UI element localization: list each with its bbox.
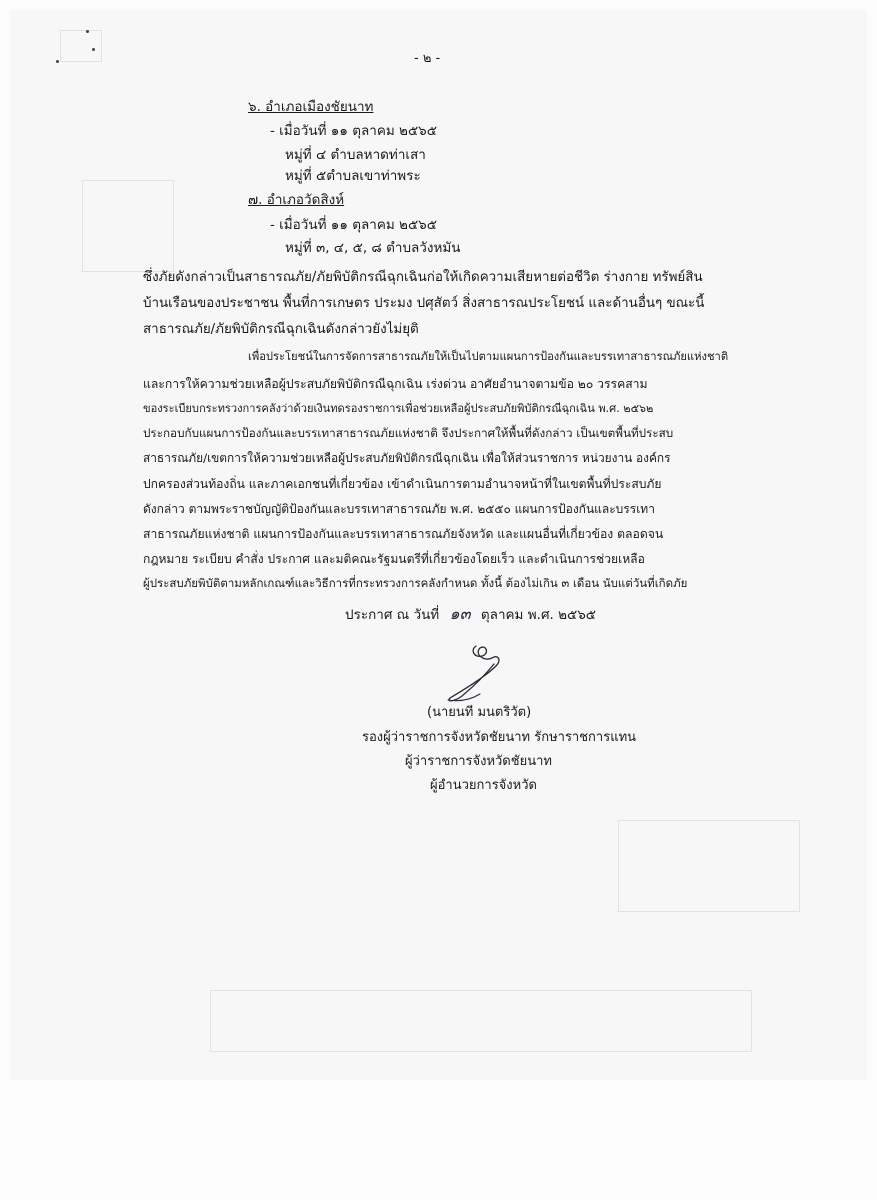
- signatory-title: ผู้ว่าราชการจังหวัดชัยนาท: [405, 754, 552, 769]
- scan-speck: [56, 60, 59, 63]
- signatory-title: ผู้อำนวยการจังหวัด: [430, 778, 537, 793]
- scan-speck: [86, 30, 89, 33]
- paragraph-line: สาธารณภัยแห่งชาติ แผนการป้องกันและบรรเทาสาธารณภัยจังหวัด และแผนอื่นที่เกี่ยวข้อง ตลอดจน: [143, 527, 664, 541]
- paragraph-line: ดังกล่าว ตามพระราชบัญญัติป้องกันและบรรเทาสาธารณภัย พ.ศ. ๒๕๕๐ แผนการป้องกันและบรรเทา: [143, 502, 655, 516]
- announcement-day: ๑๓: [449, 604, 471, 623]
- district-date: - เมื่อวันที่ ๑๑ ตุลาคม ๒๕๖๕: [270, 123, 437, 139]
- announcement-date: [345, 606, 596, 623]
- bleed-through-box: [82, 180, 174, 272]
- page-number: - ๒ -: [414, 51, 441, 66]
- paragraph-line: สาธารณภัย/ภัยพิบัติกรณีฉุกเฉินดังกล่าวยังไม่ยุติ: [143, 322, 419, 337]
- signatory-title: รองผู้ว่าราชการจังหวัดชัยนาท รักษาราชการแทน: [362, 730, 637, 745]
- paragraph-line: ซึ่งภัยดังกล่าวเป็นสาธารณภัย/ภัยพิบัติกรณีฉุกเฉินก่อให้เกิดความเสียหายต่อชีวิต ร่างกาย ทรัพย์สิน: [143, 270, 703, 285]
- bleed-through-box: [618, 820, 800, 912]
- paragraph-line: กฎหมาย ระเบียบ คำสั่ง ประกาศ และมติคณะรัฐมนตรีที่เกี่ยวข้องโดยเร็ว และดำเนินการช่วยเหลือ: [143, 552, 645, 566]
- announcement-suffix: ตุลาคม พ.ศ. ๒๕๖๕: [480, 607, 596, 623]
- paragraph-line: ประกอบกับแผนการป้องกันและบรรเทาสาธารณภัยแห่งชาติ จึงประกาศให้พื้นที่ดังกล่าว เป็นเขตพื้นที่ประสบ: [143, 426, 674, 440]
- district-area: หมู่ที่ ๔ ตำบลหาดท่าเสา: [285, 147, 426, 163]
- signatory-name: (นายนที มนตริวัต): [427, 705, 532, 720]
- signature-icon: [440, 640, 520, 706]
- district-heading: ๖. อำเภอเมืองชัยนาท: [248, 99, 374, 115]
- bleed-through-box: [60, 30, 102, 62]
- bleed-through-box: [210, 990, 752, 1052]
- paragraph-line: ของระเบียบกระทรวงการคลังว่าด้วยเงินทดรองราชการเพื่อช่วยเหลือผู้ประสบภัยพิบัติกรณีฉุกเฉิน พ.ศ. ๒๕๖๒: [143, 402, 654, 415]
- scan-background: [10, 10, 867, 1080]
- scan-speck: [92, 48, 95, 51]
- paragraph-line: เพื่อประโยชน์ในการจัดการสาธารณภัยให้เป็นไปตามแผนการป้องกันและบรรเทาสาธารณภัยแห่งชาติ: [248, 350, 729, 363]
- paragraph-line: และการให้ความช่วยเหลือผู้ประสบภัยพิบัติกรณีฉุกเฉิน เร่งด่วน อาศัยอำนาจตามข้อ ๒๐ วรรคสาม: [143, 377, 648, 391]
- district-area: หมู่ที่ ๕ตำบลเขาท่าพระ: [285, 168, 421, 184]
- district-area: หมู่ที่ ๓, ๔, ๕, ๘ ตำบลวังหมัน: [285, 240, 461, 256]
- district-heading: ๗. อำเภอวัดสิงห์: [248, 192, 345, 208]
- paragraph-line: บ้านเรือนของประชาชน พื้นที่การเกษตร ประมง ปศุสัตว์ สิ่งสาธารณประโยชน์ และด้านอื่นๆ ขณะนี้: [143, 296, 705, 311]
- paragraph-line: สาธารณภัย/เขตการให้ความช่วยเหลือผู้ประสบภัยพิบัติกรณีฉุกเฉิน เพื่อให้ส่วนราชการ หน่วยงาน องค์กร: [143, 451, 671, 465]
- paragraph-line: ปกครองส่วนท้องถิ่น และภาคเอกชนที่เกี่ยวข้อง เข้าดำเนินการตามอำนาจหน้าที่ในเขตพื้นที่ประสบภัย: [143, 477, 662, 491]
- announcement-prefix: ประกาศ ณ วันที่: [345, 607, 440, 623]
- paragraph-line: ผู้ประสบภัยพิบัติตามหลักเกณฑ์และวิธีการที่กระทรวงการคลังกำหนด ทั้งนี้ ต้องไม่เกิน ๓ เดือน นับแต่วันที่เกิดภัย: [143, 576, 688, 590]
- district-date: - เมื่อวันที่ ๑๑ ตุลาคม ๒๕๖๕: [270, 217, 437, 233]
